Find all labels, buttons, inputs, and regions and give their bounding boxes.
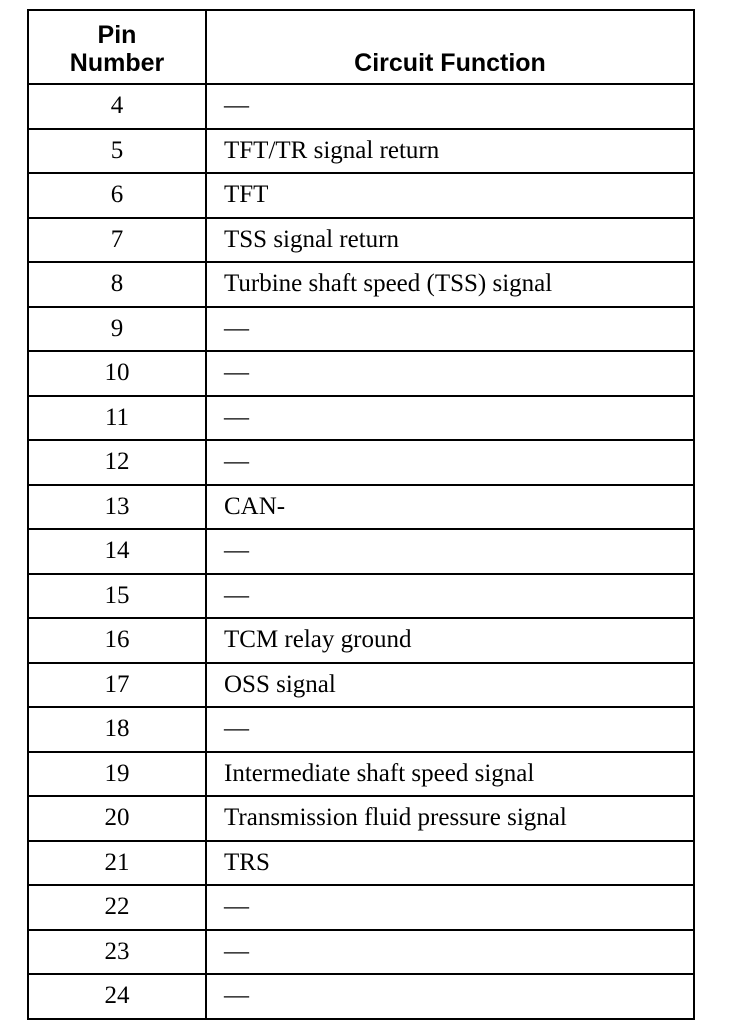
table-row [28, 351, 694, 396]
table-row [28, 707, 694, 752]
pin-number-header [28, 10, 206, 84]
circuit-function-cell: Intermediate shaft speed signal [206, 752, 694, 797]
circuit-function-cell: TRS [206, 841, 694, 886]
pin-number-cell: 21 [28, 841, 206, 886]
pin-number-cell: 19 [28, 752, 206, 797]
circuit-function-cell: TCM relay ground [206, 618, 694, 663]
pin-number-cell: 11 [28, 396, 206, 441]
pin-number-cell: 10 [28, 351, 206, 396]
header-row [28, 10, 694, 84]
table-row [28, 663, 694, 708]
pin-number-cell: 18 [28, 707, 206, 752]
pin-number-cell: 15 [28, 574, 206, 619]
table-row [28, 262, 694, 307]
pin-number-cell: 7 [28, 218, 206, 263]
circuit-function-cell: — [206, 974, 694, 1019]
table-row [28, 307, 694, 352]
circuit-function-cell: — [206, 574, 694, 619]
pin-header-line1: Pin [97, 21, 137, 49]
table-row [28, 396, 694, 441]
circuit-function-cell: — [206, 440, 694, 485]
pin-header-line2: Number [69, 49, 165, 77]
table-row [28, 218, 694, 263]
circuit-function-cell: — [206, 707, 694, 752]
circuit-function-cell: — [206, 84, 694, 129]
table-row [28, 974, 694, 1019]
pin-number-cell: 20 [28, 796, 206, 841]
table-header [28, 10, 694, 84]
table-row [28, 618, 694, 663]
pin-number-cell: 13 [28, 485, 206, 530]
table-row [28, 930, 694, 975]
circuit-function-cell: — [206, 307, 694, 352]
pin-number-cell: 6 [28, 173, 206, 218]
table-row [28, 129, 694, 174]
circuit-function-cell: Transmission fluid pressure signal [206, 796, 694, 841]
table-row [28, 529, 694, 574]
circuit-function-cell: CAN- [206, 485, 694, 530]
circuit-function-header: Circuit Function [206, 10, 694, 84]
circuit-function-cell: TFT/TR signal return [206, 129, 694, 174]
table-row [28, 841, 694, 886]
table-row [28, 796, 694, 841]
circuit-function-cell: OSS signal [206, 663, 694, 708]
table-row [28, 173, 694, 218]
pin-function-table [27, 9, 695, 1020]
table-row [28, 885, 694, 930]
table-row [28, 440, 694, 485]
circuit-function-cell: TFT [206, 173, 694, 218]
pin-number-cell: 17 [28, 663, 206, 708]
circuit-function-cell: — [206, 930, 694, 975]
table-row [28, 485, 694, 530]
table-row [28, 752, 694, 797]
pin-number-cell: 5 [28, 129, 206, 174]
pin-number-cell: 22 [28, 885, 206, 930]
circuit-function-cell: TSS signal return [206, 218, 694, 263]
pin-number-cell: 9 [28, 307, 206, 352]
circuit-function-cell: — [206, 351, 694, 396]
pin-number-cell: 4 [28, 84, 206, 129]
circuit-function-cell: Turbine shaft speed (TSS) signal [206, 262, 694, 307]
table-row [28, 84, 694, 129]
pin-number-cell: 12 [28, 440, 206, 485]
pin-number-cell: 14 [28, 529, 206, 574]
pin-number-cell: 8 [28, 262, 206, 307]
circuit-function-cell: — [206, 885, 694, 930]
circuit-function-cell: — [206, 396, 694, 441]
circuit-function-cell: — [206, 529, 694, 574]
table-row [28, 574, 694, 619]
pin-number-cell: 24 [28, 974, 206, 1019]
table-body [28, 84, 694, 1019]
pin-number-cell: 23 [28, 930, 206, 975]
pin-number-cell: 16 [28, 618, 206, 663]
